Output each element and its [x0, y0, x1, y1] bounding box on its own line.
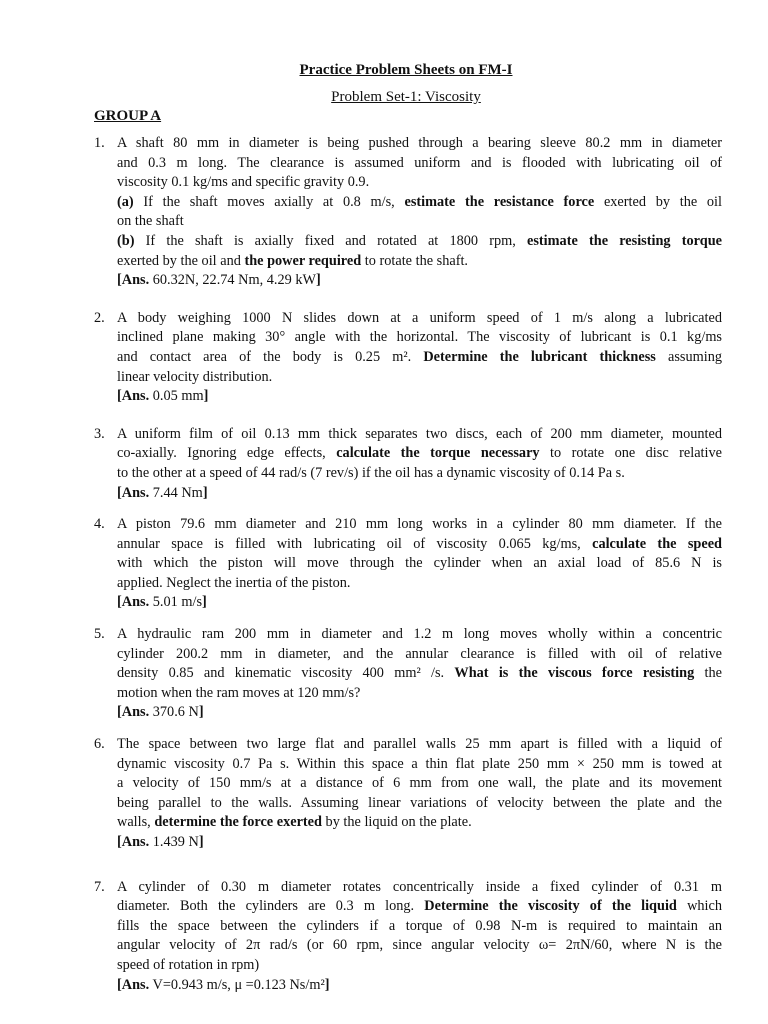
problem-line [117, 444, 722, 464]
problem-line [117, 348, 722, 368]
problem-text [117, 735, 722, 853]
problem-line [117, 173, 722, 193]
problem-line [117, 252, 722, 272]
bold-text: determine the force exerted [154, 814, 322, 831]
problem-line [117, 309, 722, 329]
text-run: motion when the ram moves at 120 mm/s? [117, 684, 361, 701]
bold-text: [Ans. [117, 272, 150, 289]
answer-line [117, 271, 722, 291]
problem-line [117, 917, 722, 937]
text-run: annular space is filled with lubricating oil of viscosity 0.065 kg/ms, [117, 535, 593, 552]
problem-line [117, 134, 722, 154]
text-run: applied. Neglect the inertia of the piston. [117, 574, 351, 591]
answer-line [117, 976, 722, 996]
bold-text: Determine the viscosity of the liquid [424, 898, 677, 915]
problem-line [117, 212, 722, 232]
bold-text: calculate the torque necessary [336, 445, 540, 462]
text-run: A hydraulic ram 200 mm in diameter and 1.2 m long moves wholly within a concentric [117, 626, 722, 643]
problem-line [117, 154, 722, 174]
text-run: with which the piston will move through the cylinder when an axial load of 85.6 N is [117, 555, 722, 572]
text-run: by the liquid on the plate. [321, 814, 472, 831]
text-run: The space between two large flat and parallel walls 25 mm apart is filled with a liquid of [117, 736, 722, 753]
problem-text [117, 878, 722, 996]
text-run: speed of rotation in rpm) [117, 956, 260, 973]
group-heading: GROUP A [94, 108, 162, 124]
problem-number: 2. [94, 309, 105, 326]
text-run: and 0.3 m long. The clearance is assumed uniform and is flooded with lubricating oil of [117, 154, 722, 171]
text-run: 60.32N, 22.74 Nm, 4.29 kW [149, 272, 316, 289]
text-run: viscosity 0.1 kg/ms and specific gravity 0.9. [117, 174, 370, 191]
problem-number: 1. [94, 135, 105, 151]
text-run: cylinder 200.2 mm in diameter, and the annular clearance is filled with oil of relative [117, 645, 722, 662]
problem-line [117, 535, 722, 555]
problem-item [94, 625, 722, 723]
problem-line [117, 645, 722, 665]
bold-text: ] [198, 834, 204, 850]
problem-line [117, 813, 722, 833]
problem-line [117, 774, 722, 794]
problem-line [117, 328, 722, 348]
problem-list [94, 134, 722, 995]
text-run: A cylinder of 0.30 m diameter rotates concentrically inside a fixed cylinder of 0.31 m [117, 878, 722, 895]
text-run: and contact area of the body is 0.25 m². [117, 348, 424, 365]
text-run: If the shaft moves axially at 0.8 m/s, [133, 193, 405, 210]
problem-text [117, 425, 722, 503]
problem-line [117, 232, 722, 252]
text-run: which [676, 898, 722, 915]
bold-text: ] [315, 272, 321, 289]
text-run: linear velocity distribution. [117, 368, 273, 385]
text-run: the [694, 665, 722, 682]
problem-text [117, 134, 722, 291]
text-run: density 0.85 and kinematic viscosity 400 mm² /s. [117, 665, 455, 682]
problem-number: 3. [94, 425, 105, 442]
bold-text: [Ans. [117, 484, 150, 501]
problem-line [117, 574, 722, 594]
problem-line [117, 193, 722, 213]
bold-text: ] [202, 594, 207, 611]
answer-line [117, 593, 722, 613]
problem-line [117, 464, 722, 484]
problem-line [117, 897, 722, 917]
problem-line [117, 554, 722, 574]
text-run: dynamic viscosity 0.7 Pa s. Within this space a thin flat plate 250 mm × 250 mm is towed at [117, 755, 722, 772]
document-title: Practice Problem Sheets on FM-I [299, 62, 513, 78]
problem-line [117, 936, 722, 956]
text-run: A shaft 80 mm in diameter is being pushed through a bearing sleeve 80.2 mm in diameter [117, 135, 722, 151]
text-run: fills the space between the cylinders if a torque of 0.98 N-m is required to maintain an [117, 917, 722, 934]
problem-line [117, 684, 722, 704]
problem-item [94, 425, 722, 503]
answer-line [117, 703, 722, 723]
text-run: 7.44 Nm [149, 484, 203, 501]
problem-item [94, 878, 722, 996]
text-run: 1.439 N [149, 834, 199, 850]
problem-set-subtitle: Problem Set-1: Viscosity [331, 89, 481, 105]
text-run: 0.05 mm [149, 388, 204, 405]
text-run: If the shaft is axially fixed and rotated at 1800 rpm, [134, 232, 527, 249]
problem-number: 4. [94, 516, 105, 533]
problem-line [117, 664, 722, 684]
problem-line [117, 956, 722, 976]
bold-text: [Ans. [117, 976, 150, 993]
problem-item [94, 735, 722, 853]
problem-text [117, 309, 722, 407]
problem-line [117, 735, 722, 755]
bold-text: [Ans. [117, 704, 150, 721]
text-run: exerted by the oil [594, 193, 722, 210]
problem-number: 7. [94, 878, 105, 895]
text-run: diameter. Both the cylinders are 0.3 m long. [117, 898, 425, 915]
text-run: V=0.943 m/s, μ =0.123 Ns/m² [149, 976, 325, 993]
problem-line [117, 755, 722, 775]
bold-text: (a) [117, 193, 134, 210]
bold-text: ] [203, 388, 209, 405]
text-run: A uniform film of oil 0.13 mm thick separates two discs, each of 200 mm diameter, mounted [117, 425, 722, 442]
text-run: on the shaft [117, 213, 184, 230]
problem-number: 6. [94, 736, 105, 753]
problem-line [117, 515, 722, 535]
text-run: inclined plane making 30° angle with the horizontal. The viscosity of lubricant is 0.1 kg/ms [117, 329, 722, 346]
problem-number: 5. [94, 626, 105, 643]
bold-text: [Ans. [117, 388, 150, 405]
text-run: angular velocity of 2π rad/s (or 60 rpm, since angular velocity ω= 2πN/60, where N is the [117, 937, 722, 954]
text-run: A body weighing 1000 N slides down at a uniform speed of 1 m/s along a lubricated [117, 309, 722, 326]
problem-line [117, 625, 722, 645]
bold-text: ] [324, 976, 330, 993]
text-run: walls, [117, 814, 155, 831]
bold-text: estimate the resisting torque [527, 232, 722, 249]
text-run: 5.01 m/s [149, 594, 203, 611]
problem-item [94, 309, 722, 407]
bold-text: (b) [117, 232, 135, 249]
text-run: to the other at a speed of 44 rad/s (7 rev/s) if the oil has a dynamic viscosity of 0.14 Pa s. [117, 464, 625, 481]
text-run: co-axially. Ignoring edge effects, [117, 445, 337, 462]
problem-line [117, 368, 722, 388]
answer-line [117, 484, 722, 504]
answer-line [117, 387, 722, 407]
answer-line [117, 833, 722, 853]
text-run: to rotate the shaft. [361, 252, 468, 269]
text-run: a velocity of 150 mm/s at a distance of 6 mm from one wall, the plate and its movement [117, 775, 722, 792]
bold-text: estimate the resistance force [404, 193, 595, 210]
text-run: 370.6 N [149, 704, 199, 721]
bold-text: [Ans. [117, 834, 150, 850]
text-run: exerted by the oil and [117, 252, 245, 269]
problem-text [117, 625, 722, 723]
bold-text: Determine the lubricant thickness [423, 348, 656, 365]
problem-line [117, 425, 722, 445]
bold-text: ] [198, 704, 204, 721]
problem-line [117, 878, 722, 898]
problem-item [94, 134, 722, 291]
bold-text: What is the viscous force resisting [454, 665, 695, 682]
problem-line [117, 794, 722, 814]
text-run: to rotate one disc relative [539, 445, 722, 462]
bold-text: ] [202, 484, 208, 501]
problem-text [117, 515, 722, 613]
bold-text: [Ans. [117, 594, 150, 611]
bold-text: the power required [244, 252, 362, 269]
text-run: assuming [655, 348, 722, 365]
problem-item [94, 515, 722, 613]
bold-text: calculate the speed [592, 535, 722, 552]
text-run: being parallel to the walls. Assuming linear variations of velocity between the plate and the [117, 794, 722, 811]
text-run: A piston 79.6 mm diameter and 210 mm long works in a cylinder 80 mm diameter. If the [117, 516, 722, 533]
